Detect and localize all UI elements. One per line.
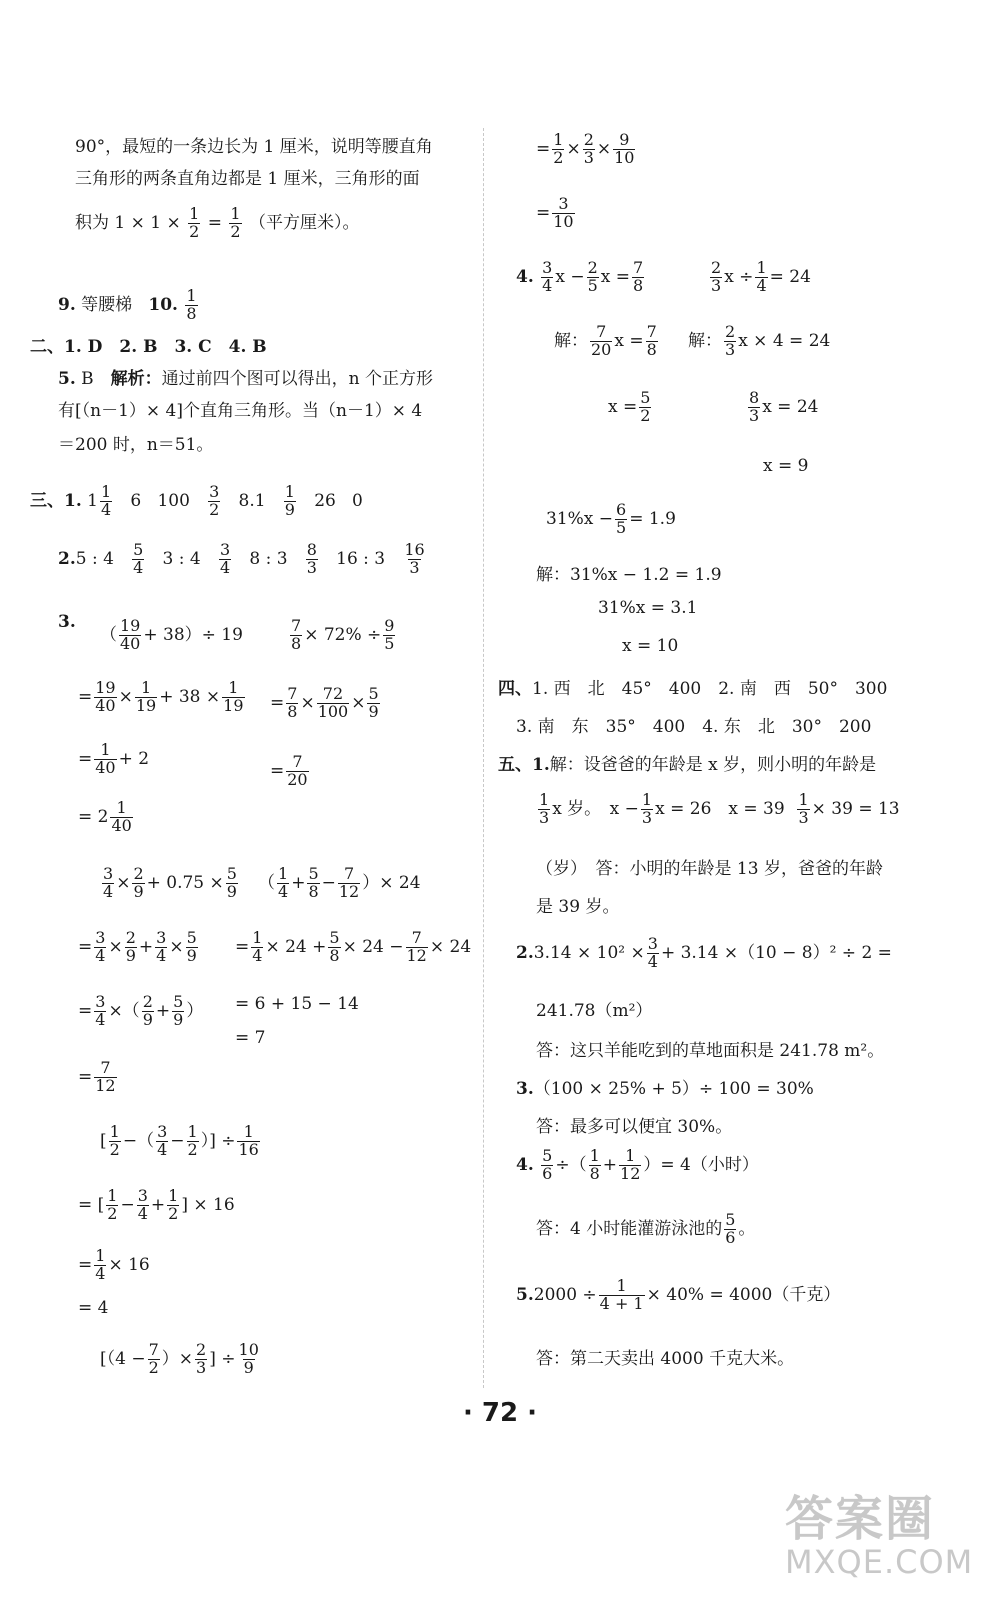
calc-line: = 2 $\frac{1}{40}$ (78, 798, 132, 835)
question-number: 3. (58, 612, 76, 632)
calc-line: = $\frac{7}{20}$ (270, 752, 308, 789)
section-4-line-2: 3. 南 东 35° 400 4. 东 北 30° 200 (516, 717, 872, 737)
left-column (30, 128, 472, 1388)
calc-line: = $\frac{3}{4}$ ×（ $\frac{2}{9}$ + $\frac{5}{9}$ ） (78, 992, 204, 1029)
calc-line: （ $\frac{19}{40}$ + 38）÷ 19 (100, 616, 243, 653)
calc-line: [（4 − $\frac{7}{2}$ ）× $\frac{2}{3}$ ] ÷ $\frac{10}{9}$ (100, 1340, 259, 1377)
answer-9-10: 9. 等腰梯 10. $\frac{1}{8}$ (58, 286, 197, 323)
calc-line: = $\frac{1}{2}$ × $\frac{2}{3}$ × $\frac{9}{10}$ (536, 130, 635, 167)
equation-line: 解：31%x − 1.2 = 1.9 (536, 565, 722, 585)
calc-line: = $\frac{3}{10}$ (536, 194, 574, 231)
calc-line: = $\frac{1}{40}$ + 2 (78, 740, 150, 777)
equation-line: x = 10 (622, 636, 679, 656)
answer-line: 答：这只羊能吃到的草地面积是 241.78 m²。 (536, 1041, 885, 1061)
answer-line: 有[（n－1）× 4]个直角三角形。当（n－1）× 4 (58, 401, 423, 421)
calc-line: = 6 + 15 − 14 (235, 994, 359, 1014)
answer-line: 答：4 小时能灌游泳池的 $\frac{5}{6}$ 。 (536, 1210, 756, 1247)
calc-line: = $\frac{1}{4}$ × 16 (78, 1246, 150, 1283)
calc-line: = $\frac{1}{4}$ × 24 + $\frac{5}{8}$ × 24 − $\frac{7}{12}$ × 24 (235, 928, 472, 965)
answer-line: 积为 1 × 1 × $\frac{1}{2}$ = $\frac{1}{2}$ （平方厘米）。 (75, 204, 360, 241)
equation-line: x = $\frac{5}{2}$ (608, 388, 651, 425)
calc-line: = 4 (78, 1298, 109, 1318)
calc-line: = [ $\frac{1}{2}$ − $\frac{3}{4}$ + $\frac{1}{2}$ ] × 16 (78, 1186, 235, 1223)
equation-line: $\frac{8}{3}$ x = 24 (749, 388, 819, 425)
section-2-line: 二、1. D 2. B 3. C 4. B (30, 337, 267, 357)
column-divider (483, 128, 484, 1388)
answer-line: 5. B 解析：通过前四个图可以得出，n 个正方形 (58, 369, 434, 389)
right-column (498, 128, 968, 1388)
answer-line: $\frac{1}{3}$ x 岁。 x − $\frac{1}{3}$ x = 26 x = 39 $\frac{1}{3}$ × 39 = 13 (539, 790, 900, 827)
equation-line: $\frac{2}{3}$ x ÷ $\frac{1}{4}$ = 24 (711, 258, 811, 295)
answer-line: 90°，最短的一条边长为 1 厘米，说明等腰直角 (75, 137, 433, 157)
section-3-line-1: 三、1. 1 $\frac{1}{4}$ 6 100 $\frac{3}{2}$ 8.1 $\frac{1}{9}$ 26 0 (30, 482, 363, 519)
calc-line: = $\frac{3}{4}$ × $\frac{2}{9}$ + $\frac{3}{4}$ × $\frac{5}{9}$ (78, 928, 197, 965)
calc-line: $\frac{7}{8}$ × 72% ÷ $\frac{9}{5}$ (291, 616, 395, 653)
equation-line: x = 9 (763, 456, 809, 476)
answer-line: ＝200 时，n＝51。 (58, 435, 214, 455)
equation-line: 31%x − $\frac{6}{5}$ = 1.9 (546, 500, 676, 537)
calc-line: = 7 (235, 1028, 266, 1048)
calc-line: [ $\frac{1}{2}$ −（ $\frac{3}{4}$ − $\frac{1}{2}$ ）] ÷ $\frac{1}{16}$ (100, 1122, 259, 1159)
equation-line: 4. $\frac{3}{4}$ x − $\frac{2}{5}$ x = $\frac{7}{8}$ (516, 258, 644, 295)
answer-line: 答：第二天卖出 4000 千克大米。 (536, 1349, 795, 1369)
answer-line: 答：最多可以便宜 30%。 (536, 1117, 733, 1137)
calc-line: = $\frac{7}{12}$ (78, 1058, 116, 1095)
watermark-logo: 答案圈 MXQE.COM (785, 1491, 974, 1581)
answer-line: 5.2000 ÷ $\frac{1}{4 + 1}$ × 40% = 4000（千克） (516, 1276, 841, 1313)
page-number: · 72 · (462, 1398, 538, 1428)
answer-line: 三角形的两条直角边都是 1 厘米，三角形的面 (75, 169, 420, 189)
calc-line: $\frac{3}{4}$ × $\frac{2}{9}$ + 0.75 × $\frac{5}{9}$ (103, 864, 237, 901)
answer-line: 241.78（m²） (536, 1001, 653, 1021)
section-4-line-1: 四、1. 西 北 45° 400 2. 南 西 50° 300 (498, 679, 888, 699)
answer-line: 2.3.14 × 10² × $\frac{3}{4}$ + 3.14 ×（10 − 8）² ÷ 2 = (516, 934, 892, 971)
section-5-line: 五、1.解：设爸爸的年龄是 x 岁，则小明的年龄是 (498, 755, 877, 775)
answer-line: 是 39 岁。 (536, 897, 620, 917)
answer-line: 3.（100 × 25% + 5）÷ 100 = 30% (516, 1079, 814, 1099)
equation-line: 解： $\frac{2}{3}$ x × 4 = 24 (688, 322, 831, 359)
answer-line: （岁） 答：小明的年龄是 13 岁，爸爸的年龄 (536, 859, 883, 879)
section-3-line-2: 2.5 : 4 $\frac{5}{4}$ 3 : 4 $\frac{3}{4}$ 8 : 3 $\frac{8}{3}$ 16 : 3 $\frac{16}{3}$ (58, 540, 425, 577)
calc-line: = $\frac{7}{8}$ × $\frac{72}{100}$ × $\frac{5}{9}$ (270, 684, 379, 721)
answer-line: 4. $\frac{5}{6}$ ÷（ $\frac{1}{8}$ + $\frac{1}{12}$ ）= 4（小时） (516, 1146, 759, 1183)
calc-line: = $\frac{19}{40}$ × $\frac{1}{19}$ + 38 × $\frac{1}{19}$ (78, 678, 244, 715)
equation-line: 31%x = 3.1 (598, 598, 698, 618)
calc-line: （ $\frac{1}{4}$ + $\frac{5}{8}$ − $\frac{7}{12}$ ）× 24 (258, 864, 421, 901)
equation-line: 解： $\frac{7}{20}$ x = $\frac{7}{8}$ (554, 322, 657, 359)
